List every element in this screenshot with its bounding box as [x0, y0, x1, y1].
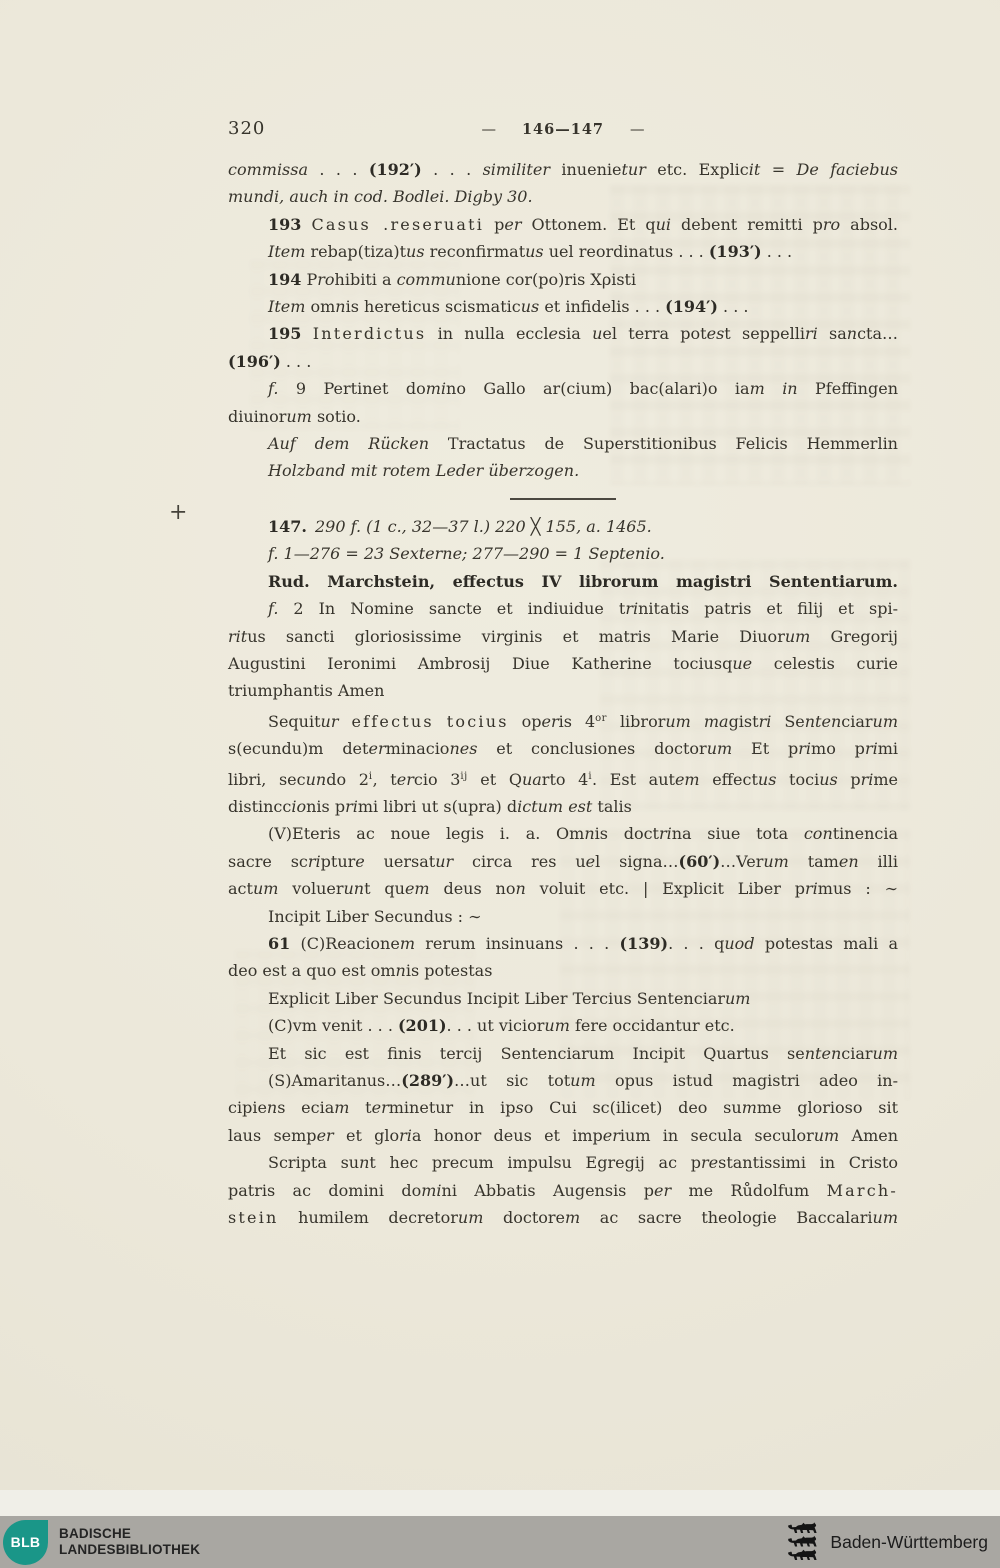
text-line: f. 1—276 = 23 Sexterne; 277—290 = 1 Septenio. [268, 544, 665, 564]
text-line: Augustini Ieronimi Ambrosij Diue Katherine tociusque celestis curie [228, 653, 898, 673]
header-dash-left: — [481, 122, 496, 138]
page-header [228, 118, 898, 144]
text-line: cipiens eciam terminetur in ipso Cui sc(ilicet) deo summe glorioso sit [228, 1098, 898, 1118]
footer-bar [0, 1516, 1000, 1568]
text-line: Sequitur effectus tocius operis $4^{or}$ librorum magistri Sentenciarum [268, 711, 899, 731]
text-line: 193 Casus .reseruati per Ottonem. Et qui debent remitti pro absol. [268, 214, 899, 234]
folio-range-numbers: 146—147 [521, 121, 605, 138]
text-line: (V)Eteris ac noue legis i. a. Omnis doctrina siue tota continencia [268, 824, 898, 844]
text-line: commissa . . . (192′) . . . similiter inuenietur etc. Explicit = De faciebus [228, 160, 898, 179]
text-line: ritus sancti gloriosissime virginis et matris Marie Diuorum Gregorij [228, 626, 898, 646]
text-line: sacre scripture uersatur circa res uel signa…(60′)…Verum tamen illi [228, 851, 898, 871]
text-line: 61 (C)Reacionem rerum insinuans . . . (139). . . quod potestas mali a [268, 933, 899, 953]
library-name-line1: BADISCHE [59, 1525, 132, 1541]
text-line: distinccionis primi libri ut s(upra) dictum est talis [228, 796, 632, 816]
section-divider [228, 485, 898, 513]
text-line: patris ac domini domini Abbatis Augensis per me Růdolfum March- [228, 1180, 899, 1200]
state-label: Baden-Württemberg [830, 1531, 988, 1552]
baden-wuerttemberg-coat-icon [787, 1522, 817, 1562]
text-line: libri, secundo 2$^i$, tercio $3^{ij}$ et Quarto 4$^i$. Est autem effectus tocius prime [228, 769, 898, 789]
text-line: triumphantis Amen [228, 681, 385, 701]
text-line: Holzband mit rotem Leder überzogen. [268, 461, 580, 481]
text-line: f. 9 Pertinet domino Gallo ar(cium) bac(alari)o iam in Pfeffingen [268, 379, 899, 399]
text-line: 194 Prohibiti a communione cor(po)ris Xρisti [268, 269, 637, 289]
text-line: 195 Interdictus in nulla ecclesia uel terra potest seppelliri sancta… [268, 324, 899, 344]
blb-logo-text: BLB [10, 1534, 41, 1550]
state-branding [787, 1522, 1000, 1562]
library-name-line2: LANDESBIBLIOTHEK [59, 1542, 201, 1557]
text-line: actum voluerunt quem deus non voluit etc. | Explicit Liber primus : ∼ [228, 879, 898, 899]
text-line: Rud. Marchstein, effectus IV librorum magistri Sententiarum. [268, 571, 898, 591]
text-line: (S)Amaritanus…(289′)…ut sic totum opus istud magistri adeo in- [268, 1071, 899, 1090]
text-line: Auf dem Rücken Tractatus de Superstitionibus Felicis Hemmerlin [268, 434, 898, 454]
text-line: Incipit Liber Secundus : ∼ [268, 906, 482, 926]
text-column [228, 156, 898, 1231]
page-number: 320 [228, 118, 266, 139]
blb-logo [3, 1520, 48, 1565]
text-line: (C)vm venit . . . (201). . . ut viciorum fere occidantur etc. [268, 1016, 735, 1036]
text-line: mundi, auch in cod. Bodlei. Digby 30. [228, 187, 533, 207]
folio-range [228, 121, 898, 138]
header-dash-right: — [630, 122, 645, 138]
text-line: stein humilem decretorum doctorem ac sacre theologie Baccalarium [228, 1208, 899, 1228]
scan-edge-strip [0, 1490, 1000, 1516]
text-line: Scripta sunt hec precum impulsu Egregij ac prestantissimi in Cristo [268, 1153, 899, 1173]
text-line: deo est a quo est omnis potestas [228, 961, 493, 981]
text-line: f. 2 In Nomine sancte et indiuidue trinitatis patris et filij et spi- [268, 599, 899, 619]
text-line: (196′) . . . [228, 351, 312, 371]
text-line: diuinorum sotio. [228, 406, 361, 426]
text-line: Et sic est finis tercij Sentenciarum Incipit Quartus sentenciarum [268, 1043, 898, 1063]
text-line: Explicit Liber Secundus Incipit Liber Tercius Sentenciarum [268, 988, 751, 1008]
text-line: 147. 290 f. (1 c., 32—37 l.) 220 ╳ 155, a. 1465. [268, 516, 652, 536]
margin-plus-mark: + [169, 500, 188, 525]
text-line: Item rebap(tiza)tus reconfirmatus uel reordinatus . . . (193′) . . . [268, 242, 793, 262]
text-line: s(ecundu)m determinaciones et conclusiones doctorum Et primo primi [228, 739, 898, 759]
text-line: laus semper et gloria honor deus et imperium in secula seculorum Amen [228, 1125, 899, 1145]
text-line: Item omnis hereticus scismaticus et infidelis . . . (194′) . . . [268, 297, 749, 317]
library-name [59, 1526, 200, 1559]
